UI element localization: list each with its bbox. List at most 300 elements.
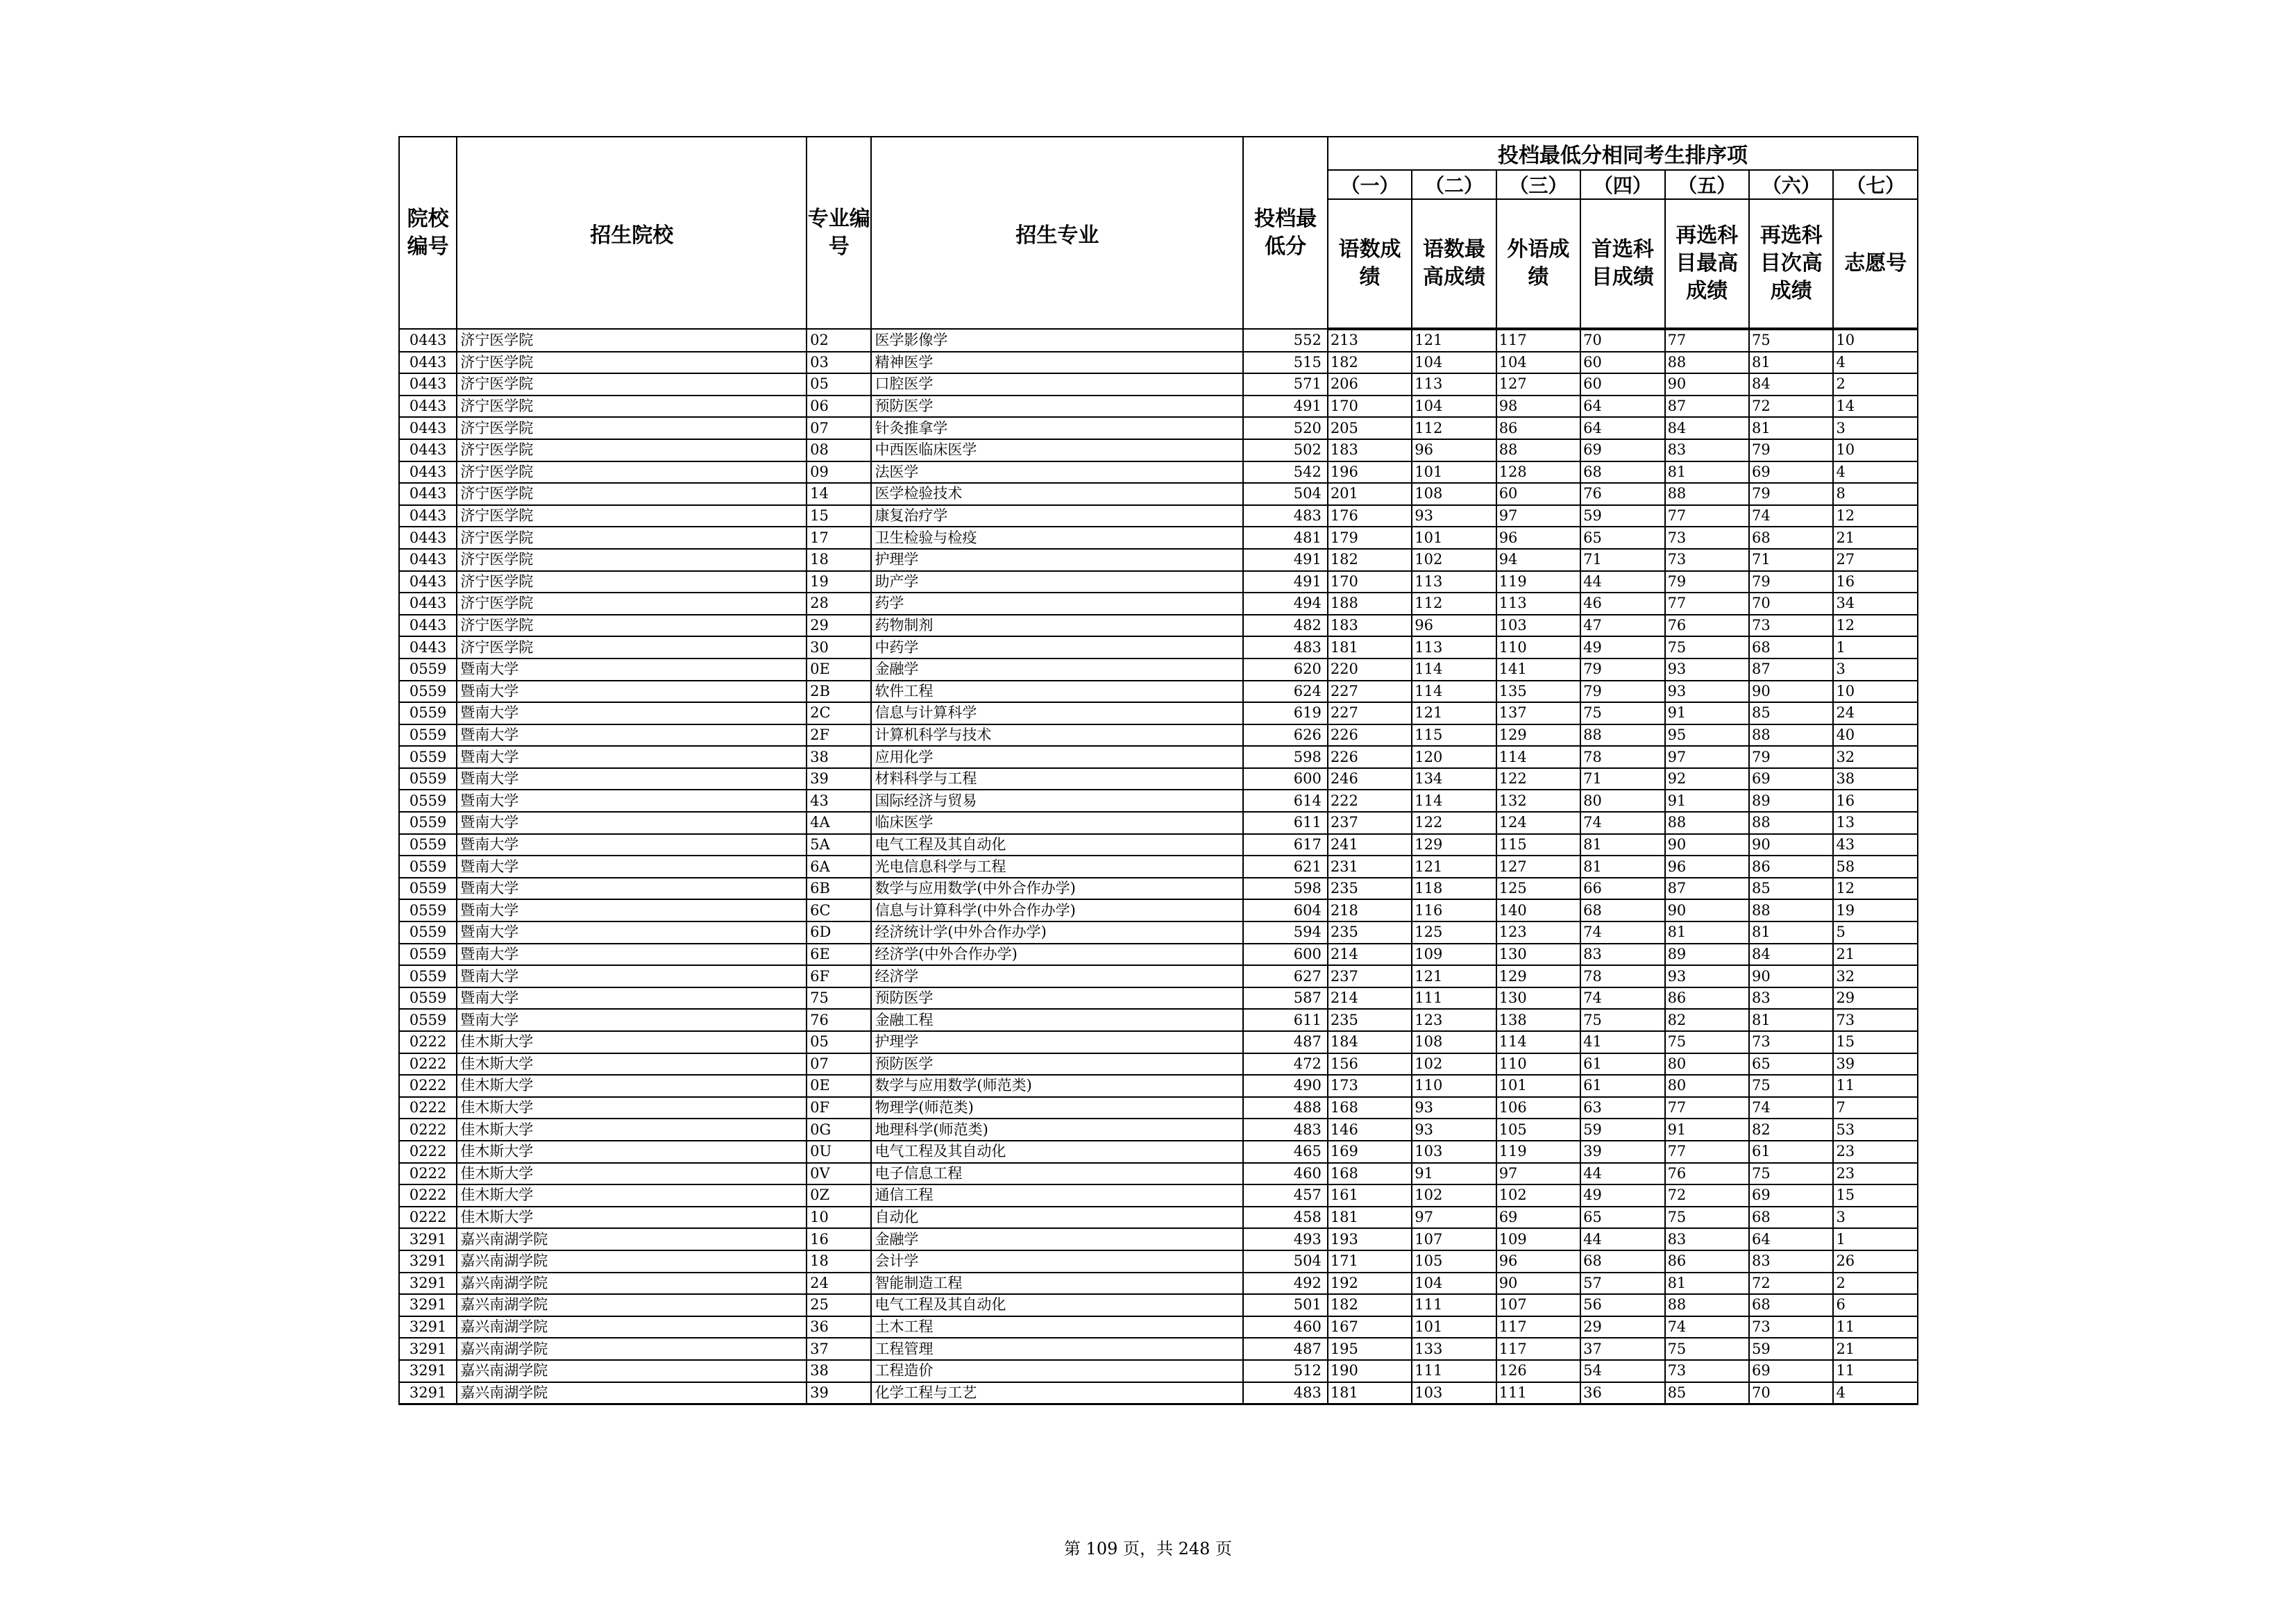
score-reselect-second-cell: 84 (1749, 373, 1833, 396)
score-first-subject-cell: 49 (1580, 1184, 1664, 1207)
score-reselect-second-cell: 68 (1749, 527, 1833, 549)
score-foreign-cell: 122 (1496, 768, 1580, 790)
score-yushu-cell: 195 (1328, 1338, 1412, 1360)
major-code-cell: 37 (807, 1338, 871, 1360)
major-cell: 化学工程与工艺 (871, 1382, 1243, 1404)
college-code-cell: 0222 (399, 1163, 457, 1185)
preference-no-cell: 23 (1833, 1163, 1918, 1185)
score-yushu-cell: 190 (1328, 1360, 1412, 1382)
score-first-subject-cell: 57 (1580, 1273, 1664, 1295)
min-score-cell: 483 (1243, 505, 1327, 527)
score-yushu-cell: 214 (1328, 987, 1412, 1010)
min-score-cell: 611 (1243, 1009, 1327, 1031)
college-cell: 嘉兴南湖学院 (457, 1338, 807, 1360)
score-yushu-cell: 184 (1328, 1031, 1412, 1053)
min-score-cell: 620 (1243, 658, 1327, 681)
preference-no-cell: 10 (1833, 681, 1918, 703)
major-code-cell: 43 (807, 790, 871, 812)
score-yushu-cell: 168 (1328, 1163, 1412, 1185)
score-reselect-max-cell: 87 (1665, 396, 1749, 418)
score-yushu-max-cell: 102 (1412, 549, 1496, 571)
preference-no-cell: 23 (1833, 1141, 1918, 1163)
score-yushu-max-cell: 113 (1412, 636, 1496, 658)
score-yushu-max-cell: 122 (1412, 812, 1496, 834)
college-cell: 济宁医学院 (457, 505, 807, 527)
score-yushu-cell: 167 (1328, 1316, 1412, 1339)
table-row (399, 1207, 1918, 1229)
college-cell: 济宁医学院 (457, 483, 807, 505)
score-reselect-second-cell: 83 (1749, 1250, 1833, 1273)
score-yushu-max-cell: 114 (1412, 681, 1496, 703)
min-score-cell: 458 (1243, 1207, 1327, 1229)
college-cell: 济宁医学院 (457, 615, 807, 637)
page-footer: 第 109 页，共 248 页 (1063, 1539, 1233, 1558)
score-first-subject-cell: 74 (1580, 987, 1664, 1010)
score-reselect-max-cell: 81 (1665, 1273, 1749, 1295)
major-code-cell: 0V (807, 1163, 871, 1185)
college-cell: 佳木斯大学 (457, 1031, 807, 1053)
score-yushu-max-cell: 102 (1412, 1184, 1496, 1207)
score-reselect-max-cell: 80 (1665, 1053, 1749, 1076)
score-yushu-cell: 231 (1328, 856, 1412, 878)
score-yushu-max-cell: 125 (1412, 921, 1496, 944)
score-yushu-max-cell: 113 (1412, 373, 1496, 396)
major-code-cell: 09 (807, 461, 871, 484)
score-foreign-cell: 119 (1496, 1141, 1580, 1163)
score-foreign-cell: 137 (1496, 702, 1580, 724)
college-code-cell: 0443 (399, 352, 457, 374)
score-foreign-cell: 96 (1496, 527, 1580, 549)
major-cell: 预防医学 (871, 1053, 1243, 1076)
college-cell: 济宁医学院 (457, 329, 807, 352)
score-first-subject-cell: 59 (1580, 505, 1664, 527)
table-row (399, 636, 1918, 658)
score-reselect-second-cell: 69 (1749, 768, 1833, 790)
score-reselect-second-cell: 84 (1749, 944, 1833, 966)
college-code-cell: 0222 (399, 1184, 457, 1207)
score-yushu-max-cell: 118 (1412, 878, 1496, 900)
preference-no-cell: 11 (1833, 1316, 1918, 1339)
header-item: 语数成绩 (1328, 199, 1412, 329)
table-row (399, 921, 1918, 944)
score-reselect-max-cell: 85 (1665, 1382, 1749, 1404)
score-yushu-max-cell: 116 (1412, 899, 1496, 921)
score-foreign-cell: 88 (1496, 439, 1580, 461)
score-reselect-max-cell: 84 (1665, 417, 1749, 439)
college-code-cell: 0559 (399, 768, 457, 790)
score-reselect-max-cell: 73 (1665, 527, 1749, 549)
score-yushu-cell: 181 (1328, 1382, 1412, 1404)
score-foreign-cell: 106 (1496, 1097, 1580, 1119)
score-first-subject-cell: 44 (1580, 1228, 1664, 1250)
major-code-cell: 24 (807, 1273, 871, 1295)
score-yushu-max-cell: 114 (1412, 658, 1496, 681)
college-cell: 暨南大学 (457, 921, 807, 944)
preference-no-cell: 32 (1833, 965, 1918, 987)
table-row (399, 1163, 1918, 1185)
preference-no-cell: 4 (1833, 1382, 1918, 1404)
college-cell: 佳木斯大学 (457, 1184, 807, 1207)
major-cell: 经济学(中外合作办学) (871, 944, 1243, 966)
college-cell: 佳木斯大学 (457, 1163, 807, 1185)
score-yushu-max-cell: 109 (1412, 944, 1496, 966)
table-row (399, 1228, 1918, 1250)
score-reselect-second-cell: 88 (1749, 899, 1833, 921)
college-cell: 嘉兴南湖学院 (457, 1294, 807, 1316)
preference-no-cell: 1 (1833, 636, 1918, 658)
table-row (399, 505, 1918, 527)
score-reselect-max-cell: 97 (1665, 746, 1749, 768)
score-yushu-cell: 246 (1328, 768, 1412, 790)
preference-no-cell: 21 (1833, 944, 1918, 966)
table-row (399, 615, 1918, 637)
score-reselect-max-cell: 90 (1665, 899, 1749, 921)
preference-no-cell: 10 (1833, 439, 1918, 461)
score-reselect-max-cell: 86 (1665, 1250, 1749, 1273)
college-code-cell: 3291 (399, 1273, 457, 1295)
score-reselect-max-cell: 83 (1665, 1228, 1749, 1250)
major-code-cell: 05 (807, 373, 871, 396)
preference-no-cell: 13 (1833, 812, 1918, 834)
score-first-subject-cell: 78 (1580, 746, 1664, 768)
major-cell: 卫生检验与检疫 (871, 527, 1243, 549)
score-reselect-max-cell: 77 (1665, 505, 1749, 527)
preference-no-cell: 4 (1833, 461, 1918, 484)
preference-no-cell: 58 (1833, 856, 1918, 878)
min-score-cell: 614 (1243, 790, 1327, 812)
college-code-cell: 0222 (399, 1053, 457, 1076)
score-first-subject-cell: 75 (1580, 702, 1664, 724)
preference-no-cell: 3 (1833, 658, 1918, 681)
major-code-cell: 39 (807, 1382, 871, 1404)
major-cell: 针灸推拿学 (871, 417, 1243, 439)
header-rank: （四） (1580, 170, 1664, 199)
preference-no-cell: 24 (1833, 702, 1918, 724)
min-score-cell: 460 (1243, 1316, 1327, 1339)
major-cell: 护理学 (871, 1031, 1243, 1053)
score-first-subject-cell: 29 (1580, 1316, 1664, 1339)
preference-no-cell: 43 (1833, 834, 1918, 856)
college-code-cell: 0559 (399, 702, 457, 724)
table-row (399, 549, 1918, 571)
college-cell: 暨南大学 (457, 702, 807, 724)
major-code-cell: 05 (807, 1031, 871, 1053)
min-score-cell: 491 (1243, 571, 1327, 593)
score-foreign-cell: 102 (1496, 1184, 1580, 1207)
major-cell: 软件工程 (871, 681, 1243, 703)
college-code-cell: 0559 (399, 878, 457, 900)
college-cell: 暨南大学 (457, 834, 807, 856)
college-cell: 暨南大学 (457, 1009, 807, 1031)
major-cell: 经济学 (871, 965, 1243, 987)
score-yushu-max-cell: 108 (1412, 483, 1496, 505)
score-yushu-max-cell: 134 (1412, 768, 1496, 790)
score-first-subject-cell: 47 (1580, 615, 1664, 637)
score-yushu-cell: 227 (1328, 681, 1412, 703)
college-cell: 济宁医学院 (457, 636, 807, 658)
score-yushu-max-cell: 108 (1412, 1031, 1496, 1053)
score-first-subject-cell: 76 (1580, 483, 1664, 505)
min-score-cell: 598 (1243, 878, 1327, 900)
preference-no-cell: 12 (1833, 615, 1918, 637)
min-score-cell: 483 (1243, 636, 1327, 658)
score-reselect-second-cell: 79 (1749, 483, 1833, 505)
college-code-cell: 0559 (399, 965, 457, 987)
score-reselect-second-cell: 81 (1749, 352, 1833, 374)
table-row (399, 1250, 1918, 1273)
table-row (399, 965, 1918, 987)
score-yushu-cell: 173 (1328, 1075, 1412, 1097)
college-cell: 嘉兴南湖学院 (457, 1316, 807, 1339)
preference-no-cell: 16 (1833, 571, 1918, 593)
score-first-subject-cell: 54 (1580, 1360, 1664, 1382)
score-first-subject-cell: 71 (1580, 549, 1664, 571)
college-code-cell: 0559 (399, 746, 457, 768)
score-yushu-cell: 205 (1328, 417, 1412, 439)
score-reselect-max-cell: 92 (1665, 768, 1749, 790)
score-first-subject-cell: 70 (1580, 329, 1664, 352)
major-code-cell: 25 (807, 1294, 871, 1316)
preference-no-cell: 73 (1833, 1009, 1918, 1031)
score-yushu-cell: 188 (1328, 593, 1412, 615)
score-yushu-cell: 201 (1328, 483, 1412, 505)
score-reselect-max-cell: 88 (1665, 483, 1749, 505)
score-reselect-max-cell: 93 (1665, 681, 1749, 703)
score-yushu-max-cell: 104 (1412, 1273, 1496, 1295)
preference-no-cell: 10 (1833, 329, 1918, 352)
college-code-cell: 0443 (399, 329, 457, 352)
major-cell: 工程造价 (871, 1360, 1243, 1382)
college-cell: 济宁医学院 (457, 571, 807, 593)
min-score-cell: 488 (1243, 1097, 1327, 1119)
min-score-cell: 594 (1243, 921, 1327, 944)
table-row (399, 1053, 1918, 1076)
preference-no-cell: 3 (1833, 1207, 1918, 1229)
score-reselect-max-cell: 82 (1665, 1009, 1749, 1031)
major-cell: 电气工程及其自动化 (871, 1294, 1243, 1316)
college-cell: 嘉兴南湖学院 (457, 1228, 807, 1250)
score-reselect-second-cell: 75 (1749, 1075, 1833, 1097)
college-code-cell: 0559 (399, 681, 457, 703)
preference-no-cell: 2 (1833, 1273, 1918, 1295)
college-code-cell: 0559 (399, 921, 457, 944)
score-reselect-max-cell: 75 (1665, 636, 1749, 658)
score-reselect-second-cell: 68 (1749, 1294, 1833, 1316)
major-code-cell: 75 (807, 987, 871, 1010)
college-cell: 济宁医学院 (457, 417, 807, 439)
score-yushu-cell: 237 (1328, 812, 1412, 834)
score-reselect-max-cell: 81 (1665, 921, 1749, 944)
score-reselect-second-cell: 69 (1749, 461, 1833, 484)
score-yushu-cell: 241 (1328, 834, 1412, 856)
score-first-subject-cell: 61 (1580, 1053, 1664, 1076)
table-row (399, 1338, 1918, 1360)
major-code-cell: 6E (807, 944, 871, 966)
score-yushu-cell: 182 (1328, 352, 1412, 374)
college-cell: 暨南大学 (457, 944, 807, 966)
score-foreign-cell: 132 (1496, 790, 1580, 812)
min-score-cell: 515 (1243, 352, 1327, 374)
major-cell: 信息与计算科学(中外合作办学) (871, 899, 1243, 921)
major-cell: 材料科学与工程 (871, 768, 1243, 790)
score-reselect-second-cell: 87 (1749, 658, 1833, 681)
major-cell: 会计学 (871, 1250, 1243, 1273)
score-yushu-cell: 146 (1328, 1119, 1412, 1141)
table-row (399, 1031, 1918, 1053)
college-code-cell: 0443 (399, 439, 457, 461)
score-yushu-cell: 222 (1328, 790, 1412, 812)
score-reselect-second-cell: 69 (1749, 1360, 1833, 1382)
score-first-subject-cell: 78 (1580, 965, 1664, 987)
min-score-cell: 512 (1243, 1360, 1327, 1382)
college-cell: 济宁医学院 (457, 461, 807, 484)
college-cell: 济宁医学院 (457, 373, 807, 396)
major-code-cell: 16 (807, 1228, 871, 1250)
college-code-cell: 0443 (399, 527, 457, 549)
score-reselect-second-cell: 75 (1749, 329, 1833, 352)
score-foreign-cell: 69 (1496, 1207, 1580, 1229)
header-item: 语数最高成绩 (1412, 199, 1496, 329)
score-yushu-max-cell: 101 (1412, 461, 1496, 484)
score-reselect-second-cell: 79 (1749, 746, 1833, 768)
score-reselect-max-cell: 90 (1665, 373, 1749, 396)
table-row (399, 658, 1918, 681)
score-yushu-max-cell: 101 (1412, 527, 1496, 549)
score-foreign-cell: 117 (1496, 329, 1580, 352)
table-row (399, 396, 1918, 418)
preference-no-cell: 27 (1833, 549, 1918, 571)
major-code-cell: 6F (807, 965, 871, 987)
min-score-cell: 493 (1243, 1228, 1327, 1250)
score-yushu-cell: 183 (1328, 439, 1412, 461)
min-score-cell: 465 (1243, 1141, 1327, 1163)
preference-no-cell: 12 (1833, 505, 1918, 527)
major-code-cell: 0U (807, 1141, 871, 1163)
major-cell: 土木工程 (871, 1316, 1243, 1339)
min-score-cell: 604 (1243, 899, 1327, 921)
college-code-cell: 0559 (399, 987, 457, 1010)
table-row (399, 790, 1918, 812)
header-rank: （二） (1412, 170, 1496, 199)
major-code-cell: 19 (807, 571, 871, 593)
preference-no-cell: 26 (1833, 1250, 1918, 1273)
major-cell: 口腔医学 (871, 373, 1243, 396)
score-first-subject-cell: 74 (1580, 921, 1664, 944)
header-item: 志愿号 (1833, 199, 1918, 329)
score-reselect-second-cell: 88 (1749, 724, 1833, 747)
score-reselect-max-cell: 90 (1665, 834, 1749, 856)
score-reselect-max-cell: 75 (1665, 1031, 1749, 1053)
score-first-subject-cell: 65 (1580, 1207, 1664, 1229)
header-ranking-group: 投档最低分相同考生排序项 (1328, 137, 1918, 170)
preference-no-cell: 21 (1833, 527, 1918, 549)
min-score-cell: 520 (1243, 417, 1327, 439)
score-reselect-max-cell: 95 (1665, 724, 1749, 747)
college-code-cell: 0222 (399, 1119, 457, 1141)
score-reselect-max-cell: 88 (1665, 1294, 1749, 1316)
college-code-cell: 3291 (399, 1250, 457, 1273)
major-cell: 应用化学 (871, 746, 1243, 768)
score-yushu-cell: 183 (1328, 615, 1412, 637)
table-row (399, 527, 1918, 549)
score-reselect-second-cell: 81 (1749, 921, 1833, 944)
score-first-subject-cell: 46 (1580, 593, 1664, 615)
score-foreign-cell: 130 (1496, 944, 1580, 966)
major-cell: 金融学 (871, 1228, 1243, 1250)
header-item: 首选科目成绩 (1580, 199, 1664, 329)
score-first-subject-cell: 74 (1580, 812, 1664, 834)
score-yushu-max-cell: 121 (1412, 702, 1496, 724)
score-yushu-cell: 182 (1328, 549, 1412, 571)
header-college-code: 院校编号 (399, 137, 457, 329)
table-row (399, 461, 1918, 484)
score-foreign-cell: 140 (1496, 899, 1580, 921)
score-yushu-cell: 214 (1328, 944, 1412, 966)
score-yushu-max-cell: 91 (1412, 1163, 1496, 1185)
major-code-cell: 18 (807, 549, 871, 571)
preference-no-cell: 6 (1833, 1294, 1918, 1316)
score-reselect-second-cell: 64 (1749, 1228, 1833, 1250)
college-cell: 嘉兴南湖学院 (457, 1250, 807, 1273)
score-reselect-second-cell: 74 (1749, 505, 1833, 527)
college-cell: 佳木斯大学 (457, 1053, 807, 1076)
major-code-cell: 36 (807, 1316, 871, 1339)
min-score-cell: 491 (1243, 396, 1327, 418)
score-yushu-max-cell: 111 (1412, 987, 1496, 1010)
score-reselect-second-cell: 69 (1749, 1184, 1833, 1207)
major-code-cell: 17 (807, 527, 871, 549)
preference-no-cell: 7 (1833, 1097, 1918, 1119)
score-yushu-max-cell: 112 (1412, 417, 1496, 439)
college-code-cell: 0443 (399, 417, 457, 439)
score-first-subject-cell: 79 (1580, 658, 1664, 681)
college-code-cell: 0559 (399, 812, 457, 834)
major-cell: 电子信息工程 (871, 1163, 1243, 1185)
header-rank: （六） (1749, 170, 1833, 199)
college-code-cell: 0559 (399, 944, 457, 966)
score-reselect-max-cell: 75 (1665, 1207, 1749, 1229)
min-score-cell: 611 (1243, 812, 1327, 834)
min-score-cell: 552 (1243, 329, 1327, 352)
score-first-subject-cell: 61 (1580, 1075, 1664, 1097)
score-reselect-second-cell: 73 (1749, 1031, 1833, 1053)
header-rank: （七） (1833, 170, 1918, 199)
score-first-subject-cell: 69 (1580, 439, 1664, 461)
major-code-cell: 2B (807, 681, 871, 703)
score-foreign-cell: 114 (1496, 746, 1580, 768)
major-code-cell: 39 (807, 768, 871, 790)
table-row (399, 944, 1918, 966)
min-score-cell: 600 (1243, 768, 1327, 790)
min-score-cell: 626 (1243, 724, 1327, 747)
score-reselect-max-cell: 79 (1665, 571, 1749, 593)
major-code-cell: 6B (807, 878, 871, 900)
major-cell: 物理学(师范类) (871, 1097, 1243, 1119)
score-reselect-second-cell: 90 (1749, 965, 1833, 987)
score-yushu-cell: 220 (1328, 658, 1412, 681)
score-yushu-max-cell: 121 (1412, 329, 1496, 352)
score-reselect-max-cell: 77 (1665, 1097, 1749, 1119)
college-code-cell: 0222 (399, 1141, 457, 1163)
table-row (399, 1382, 1918, 1404)
score-foreign-cell: 86 (1496, 417, 1580, 439)
score-reselect-max-cell: 77 (1665, 1141, 1749, 1163)
score-first-subject-cell: 68 (1580, 899, 1664, 921)
score-yushu-cell: 226 (1328, 746, 1412, 768)
major-code-cell: 15 (807, 505, 871, 527)
min-score-cell: 504 (1243, 483, 1327, 505)
preference-no-cell: 53 (1833, 1119, 1918, 1141)
